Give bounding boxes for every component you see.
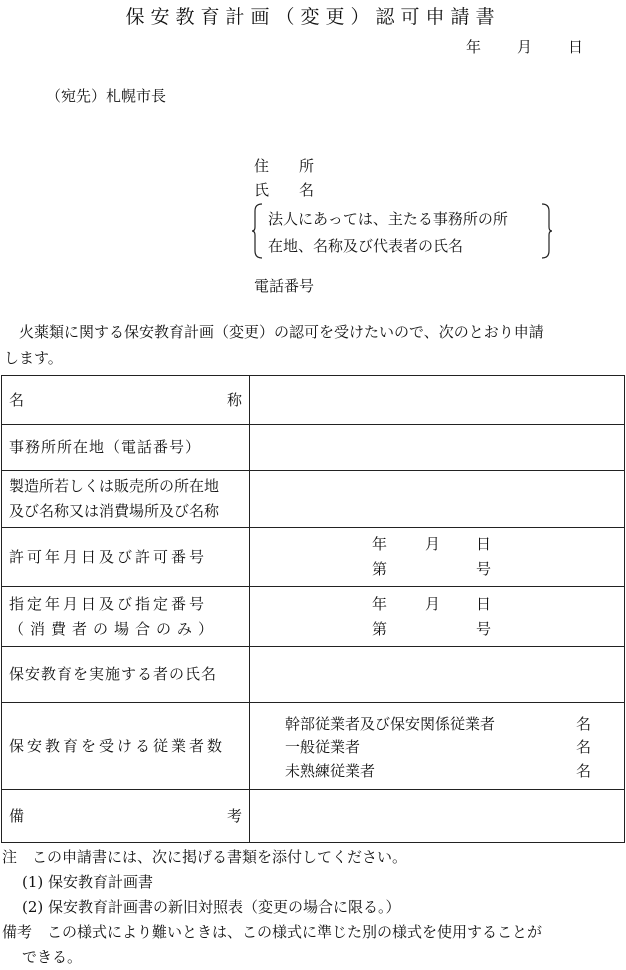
- employee-cat-unskilled: 未熟練従業者: [285, 762, 376, 780]
- remarks-label-right: 考: [226, 806, 242, 825]
- employee-count-label: 保安教育を受ける従業者数: [2, 703, 250, 789]
- factory-label: [2, 471, 250, 527]
- name-cell-label: [2, 376, 250, 424]
- document-title: 保安教育計画（変更）認可申請書: [125, 6, 501, 28]
- notes: [2, 845, 626, 970]
- permit-label: 許可年月日及び許可番号: [2, 528, 250, 586]
- row-factory: [2, 471, 624, 528]
- corporate-note-line2: 在地、名称及び代表者の氏名: [268, 237, 464, 255]
- designation-gou: 号: [476, 620, 492, 638]
- intro-text: [4, 319, 624, 371]
- corporate-note: [268, 206, 508, 260]
- name-label-left: 名: [9, 390, 25, 409]
- note-item-1: (1) 保安教育計画書: [22, 873, 154, 891]
- date-day-label: 日: [568, 38, 584, 56]
- employee-count-value-cell: [250, 703, 624, 789]
- designation-value-cell[interactable]: [250, 587, 624, 646]
- row-name: [2, 376, 624, 425]
- row-employee-count: [2, 703, 624, 790]
- row-office-location: [2, 425, 624, 471]
- educator-name-value-cell[interactable]: [250, 647, 624, 702]
- factory-value-cell[interactable]: [250, 471, 624, 527]
- name-value-cell[interactable]: [250, 376, 624, 424]
- permit-value-cell[interactable]: [250, 528, 624, 586]
- employee-cat-general: 一般従業者: [285, 738, 361, 756]
- remarks-label-left: 備: [9, 806, 25, 825]
- office-location-value-cell[interactable]: [250, 425, 624, 470]
- remarks-label: [2, 790, 250, 842]
- application-table: [1, 375, 625, 843]
- educator-name-label: 保安教育を実施する者の氏名: [2, 647, 250, 702]
- permit-year: 年: [372, 535, 388, 553]
- designation-year: 年: [372, 595, 388, 613]
- designation-label-line2: （消費者の場合のみ）: [9, 619, 220, 638]
- date-month-label: 月: [517, 38, 533, 56]
- remark-line-2: できる。: [22, 948, 83, 966]
- name-label-right: 称: [226, 390, 242, 409]
- addressee: （宛先）札幌市長: [46, 87, 167, 105]
- note-intro: 注 この申請書には、次に掲げる書類を添付してください。: [2, 848, 408, 866]
- factory-label-line2: 及び名称又は消費場所及び名称: [9, 502, 220, 520]
- corporate-note-line1: 法人にあっては、主たる事務所の所: [268, 210, 508, 228]
- office-location-label: 事務所所在地（電話番号）: [2, 425, 250, 470]
- permit-month: 月: [425, 535, 441, 553]
- name-label: 氏 名: [254, 181, 315, 199]
- permit-gou: 号: [476, 560, 492, 578]
- designation-dai: 第: [372, 620, 388, 638]
- intro-line2: します。: [4, 349, 63, 367]
- employee-unit-general: 名: [576, 738, 592, 756]
- row-designation: [2, 587, 624, 647]
- date-year-label: 年: [466, 38, 482, 56]
- row-remarks: [2, 790, 624, 843]
- row-educator: [2, 647, 624, 703]
- designation-label: [2, 587, 250, 646]
- factory-label-line1: 製造所若しくは販売所の所在地: [9, 477, 220, 495]
- intro-line1: 火薬類に関する保安教育計画（変更）の認可を受けたいので、次のとおり申請: [4, 323, 544, 341]
- address-label: 住 所: [254, 157, 315, 175]
- employee-cat-executive: 幹部従業者及び保安関係従業者: [285, 715, 496, 733]
- employee-unit-unskilled: 名: [576, 762, 592, 780]
- permit-day: 日: [476, 535, 492, 553]
- row-permit: [2, 528, 624, 587]
- remark-line-1: 備考 この様式により難いときは、この様式に準じた別の様式を使用することが: [2, 923, 543, 941]
- phone-label: 電話番号: [254, 277, 315, 295]
- remarks-value-cell[interactable]: [250, 790, 624, 842]
- permit-dai: 第: [372, 560, 388, 578]
- designation-day: 日: [476, 595, 492, 613]
- note-item-2: (2) 保安教育計画書の新旧対照表（変更の場合に限る。）: [22, 898, 401, 916]
- designation-label-line1: 指定年月日及び指定番号: [9, 594, 208, 613]
- application-date: [466, 36, 583, 57]
- employee-unit-executive: 名: [576, 715, 592, 733]
- designation-month: 月: [425, 595, 441, 613]
